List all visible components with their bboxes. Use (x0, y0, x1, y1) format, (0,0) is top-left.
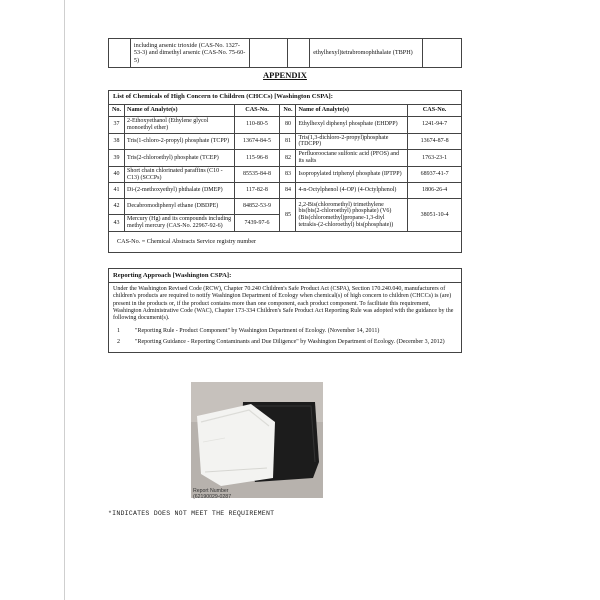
row-analyte: Di-(2-methoxyethyl) phthalate (DMEP) (124, 183, 234, 199)
reporting-approach-box (108, 268, 462, 353)
reporting-text: Under the Washington Revised Code (RCW), Chapter 70.240 Children's Safe Product Act (CSPA), Section 170.240.040, manufacturers of children's products are required to notify Washington Department of Ecology when chemical(s) of high concern to children (CHCCs) is (are) present in the products or, if the product contains more than one component, each product component. To facilitate this requirement, Washington Administrative Code (WAC), Chapter 173-334 Children's Safe Product Act Reporting Rule was adopted with the guidance by the following document(s). (113, 286, 454, 322)
row-analyte: Short chain chlorinated paraffins (C10 - C13) (SCCPs) (124, 166, 234, 183)
header-no: No. (280, 105, 296, 117)
photo-caption-line: (62190029-0287 (193, 494, 232, 500)
table-cell (109, 39, 131, 68)
table-row (109, 166, 462, 183)
requirement-footnote: *INDICATES DOES NOT MEET THE REQUIREMENT (108, 510, 275, 517)
row-no: 83 (280, 166, 296, 183)
table-cell (288, 39, 310, 68)
white-fabric (197, 404, 275, 486)
row-no: 38 (109, 133, 125, 150)
photo-caption-line: Report Number (193, 488, 229, 494)
row-analyte: Isopropylated triphenyl phosphate (IPTPP) (296, 166, 408, 183)
table-cell: including arsenic trioxide (CAS-No. 1327-53-3) and dimethyl arsenic (CAS-No. 75-60-5) (130, 39, 249, 68)
reference-item (113, 328, 457, 335)
table-row (109, 39, 462, 68)
row-cas: 115-96-8 (234, 150, 280, 167)
row-cas: 1763-23-1 (408, 150, 462, 167)
row-no: 41 (109, 183, 125, 199)
row-analyte: Ethylhexyl diphenyl phosphate (EHDPP) (296, 117, 408, 134)
appendix-heading: APPENDIX (263, 70, 307, 80)
chemicals-table (108, 90, 462, 253)
row-cas: 13674-84-5 (234, 133, 280, 150)
table-cell: ethylhexyl)tetrabromophthalate (TBPH) (310, 39, 423, 68)
product-photo (191, 382, 323, 498)
table-title-row (109, 91, 462, 105)
header-name: Name of Analyte(s) (296, 105, 408, 117)
row-no: 39 (109, 150, 125, 167)
table-cell (249, 39, 288, 68)
row-no: 81 (280, 133, 296, 150)
reference-text: "Reporting Guidance - Reporting Contaminants and Due Diligence" by Washington Department of Ecology. (December 3, 2012) (135, 338, 445, 345)
reporting-body (109, 283, 462, 353)
row-cas: 38051-10-4 (408, 199, 462, 232)
row-cas: 1241-94-7 (408, 117, 462, 134)
row-analyte: Tris(1-chloro-2-propyl) phosphate (TCPP) (124, 133, 234, 150)
reference-number: 2 (117, 338, 120, 345)
row-no: 37 (109, 117, 125, 134)
cas-note: CAS-No. = Chemical Abstracts Service registry number (109, 231, 462, 252)
row-analyte: 4-n-Octylphenol (4-OP) (4-Octylphenol) (296, 183, 408, 199)
table-row (109, 199, 462, 215)
reporting-title: Reporting Approach [Washington CSPA]: (109, 269, 462, 283)
row-cas: 1806-26-4 (408, 183, 462, 199)
reference-number: 1 (117, 328, 120, 335)
row-cas: 117-82-8 (234, 183, 280, 199)
table-row (109, 117, 462, 134)
row-cas: 85535-84-8 (234, 166, 280, 183)
row-cas: 7439-97-6 (234, 215, 280, 232)
row-cas: 84852-53-9 (234, 199, 280, 215)
row-no: 43 (109, 215, 125, 232)
row-cas: 68937-41-7 (408, 166, 462, 183)
chemicals-table-title: List of Chemicals of High Concern to Children (CHCCs) [Washington CSPA]: (109, 91, 462, 105)
table-header-row (109, 105, 462, 117)
reporting-header-row (109, 269, 462, 283)
header-cas: CAS-No. (408, 105, 462, 117)
row-analyte: Mercury (Hg) and its compounds including methyl mercury (CAS-No. 22967-92-6) (124, 215, 234, 232)
row-no: 84 (280, 183, 296, 199)
page-margin-line (64, 0, 65, 600)
row-analyte: Tris(1,3-dichloro-2-propyl)phosphate (TDCPP) (296, 133, 408, 150)
row-cas: 110-80-5 (234, 117, 280, 134)
row-analyte: Perfluorooctane sulfonic acid (PFOS) and its salts (296, 150, 408, 167)
table-row (109, 183, 462, 199)
header-cas: CAS-No. (234, 105, 280, 117)
row-analyte: 2-Ethoxyethanol (Ethylene glycol monoethyl ether) (124, 117, 234, 134)
row-cas: 13674-87-8 (408, 133, 462, 150)
row-no: 82 (280, 150, 296, 167)
row-analyte: 2,2-Bis(chloromethyl) trimethylene bis(bis(2-chloroethyl) phosphate) (V6) (Bis(chloromethyl)propane-1,3-diyl tetrakis-(2-chloroethyl) bis(phosphate)) (296, 199, 408, 232)
row-no: 42 (109, 199, 125, 215)
row-no: 40 (109, 166, 125, 183)
row-no: 80 (280, 117, 296, 134)
table-row (109, 150, 462, 167)
table-note-row (109, 231, 462, 252)
table-row (109, 133, 462, 150)
reference-item (113, 339, 457, 346)
header-name: Name of Analyte(s) (124, 105, 234, 117)
row-no: 85 (280, 199, 296, 232)
table-cell (423, 39, 462, 68)
reference-text: "Reporting Rule - Product Component" by Washington Department of Ecology. (November 14, 2011) (135, 328, 380, 335)
reporting-body-row (109, 283, 462, 353)
photo-caption (193, 488, 231, 500)
row-analyte: Tris(2-chloroethyl) phosphate (TCEP) (124, 150, 234, 167)
header-no: No. (109, 105, 125, 117)
row-analyte: Decabromodiphenyl ethane (DBDPE) (124, 199, 234, 215)
continued-table (108, 38, 462, 68)
